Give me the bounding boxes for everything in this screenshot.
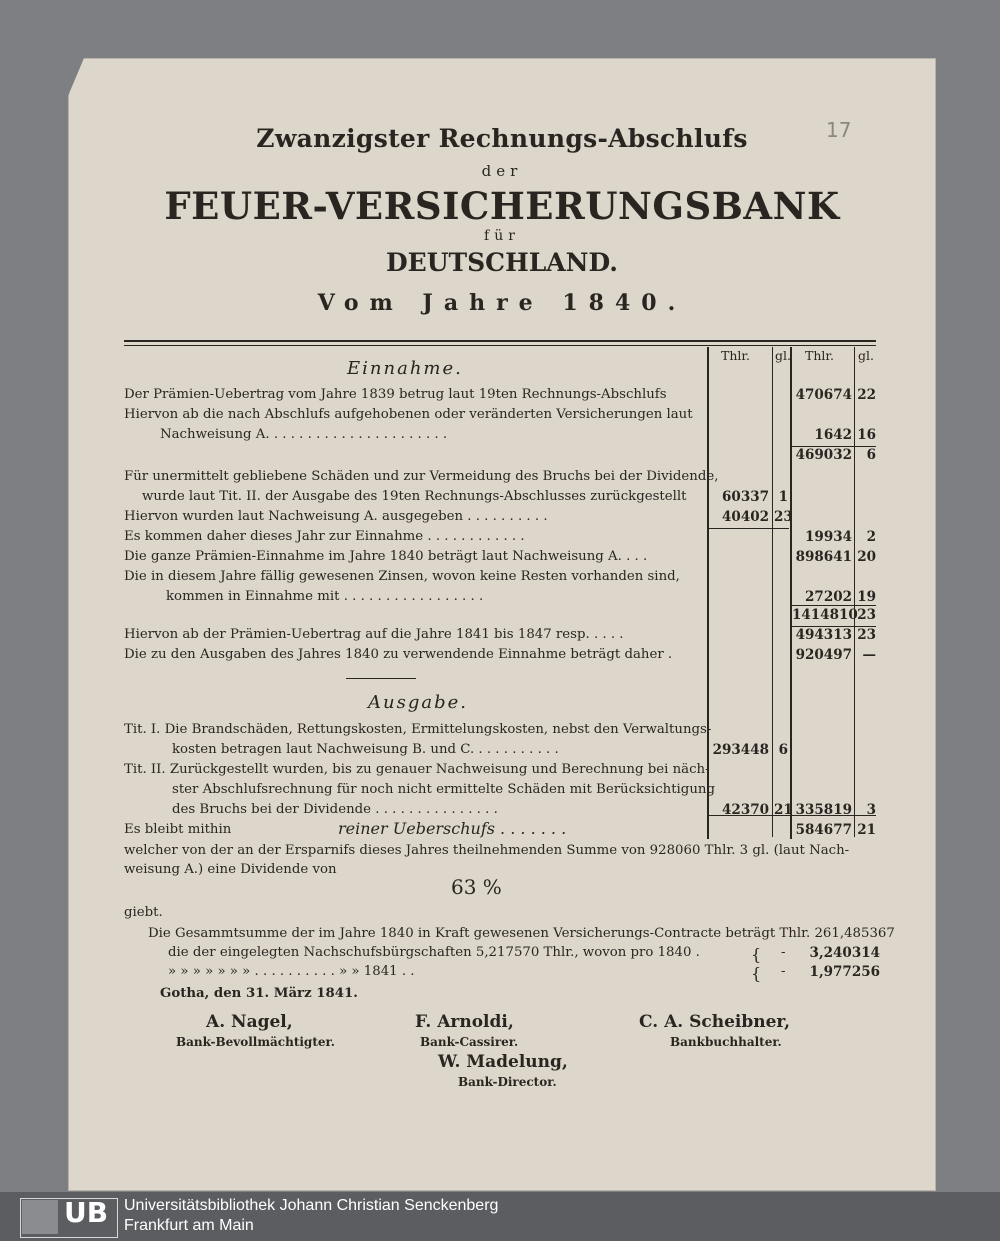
summary-value-1840: 3,240314 <box>809 945 880 961</box>
row-amount-c3: 1642 <box>814 427 852 443</box>
row-amount-c1: 40402 <box>722 509 769 525</box>
row-amount-c3: 920497 <box>795 647 852 663</box>
row-amount-c4: 23 <box>857 607 876 623</box>
row-text: Hiervon wurden laut Nachweisung A. ausgegeben . . . . . . . . . . <box>124 509 548 524</box>
ub-logo-text: UB <box>64 1196 109 1229</box>
row-amount-c3: 898641 <box>795 549 852 565</box>
row-text: ster Abschlufsrechnung für noch nicht ermittelte Schäden mit Berücksichtigung <box>172 782 715 797</box>
subtotal-line <box>709 528 789 529</box>
section-divider <box>346 678 416 679</box>
column-divider <box>772 347 773 837</box>
row-amount-c4: 23 <box>857 627 876 643</box>
row-amount-c2: 21 <box>774 802 793 818</box>
title-fuer: für <box>484 228 520 244</box>
row-text: Die ganze Prämien-Einnahme im Jahre 1840 beträgt laut Nachweisung A. . . . <box>124 549 648 564</box>
pencil-mark: 17 <box>826 118 852 142</box>
row-amount-c4: 20 <box>857 549 876 565</box>
ueberschuss-thlr: 584677 <box>795 822 852 838</box>
signature-arnoldi: F. Arnoldi, <box>415 1012 514 1032</box>
subtotal-line <box>792 626 876 627</box>
signature-nagel: A. Nagel, <box>206 1012 293 1032</box>
summary-line-1: Die Gesammtsumme der im Jahre 1840 in Kraft gewesenen Versicherungs-Contracte beträgt Thlr. 261,485367 <box>148 926 895 941</box>
subtotal-line <box>792 605 876 606</box>
summary-line-2: die der eingelegten Nachschufsbürgschaften 5,217570 Thlr., wovon pro 1840 . <box>168 945 700 960</box>
row-text: Die in diesem Jahre fällig gewesenen Zinsen, wovon keine Resten vorhanden sind, <box>124 569 680 584</box>
footer-library-name: Universitätsbibliothek Johann Christian Senckenberg <box>124 1197 499 1214</box>
row-text: wurde laut Tit. II. der Ausgabe des 19ten Rechnungs-Abschlusses zurückgestellt <box>142 489 687 504</box>
row-amount-c2: 23 <box>774 509 793 525</box>
dividend-percent: 63 % <box>451 875 502 899</box>
dividend-line-2: weisung A.) eine Dividende von <box>124 862 337 877</box>
row-amount-c1: 293448 <box>712 742 769 758</box>
row-text: Hiervon ab die nach Abschlufs aufgehobenen oder veränderten Versicherungen laut <box>124 407 693 422</box>
row-amount-c2: 6 <box>778 742 788 758</box>
portrait-icon <box>22 1200 58 1234</box>
row-amount-c4: 3 <box>866 802 876 818</box>
total-line <box>709 815 876 816</box>
signature-title-arnoldi: Bank-Cassirer. <box>420 1035 519 1049</box>
row-text: kosten betragen laut Nachweisung B. und C. . . . . . . . . . . <box>172 742 559 757</box>
row-amount-c1: 60337 <box>722 489 769 505</box>
row-amount-c4: 2 <box>866 529 876 545</box>
row-amount-c2: 1 <box>778 489 788 505</box>
row-amount-c4: 6 <box>866 447 876 463</box>
row-amount-c3: 469032 <box>795 447 852 463</box>
column-divider <box>854 347 855 837</box>
col-header-thlr: Thlr. <box>805 348 834 363</box>
title-line-1: Zwanzigster Rechnungs-Abschlufs <box>256 124 748 153</box>
title-year: Vom Jahre 1840. <box>317 290 687 316</box>
row-text: Hiervon ab der Prämien-Uebertrag auf die Jahre 1841 bis 1847 resp. . . . . <box>124 627 624 642</box>
row-amount-c3: 494313 <box>795 627 852 643</box>
title-country: DEUTSCHLAND. <box>385 248 619 277</box>
summary-dash: - <box>781 945 786 960</box>
section-ausgabe: Ausgabe. <box>368 692 468 713</box>
row-text: Für unermittelt gebliebene Schäden und zur Vermeidung des Bruchs bei der Dividende, <box>124 469 719 484</box>
row-amount-c1: 42370 <box>722 802 769 818</box>
row-amount-c3: 470674 <box>795 387 852 403</box>
subtotal-line <box>792 446 876 447</box>
summary-value-1841: 1,977256 <box>809 964 880 980</box>
library-footer <box>0 1192 1000 1241</box>
ueberschuss-gl: 21 <box>857 822 876 838</box>
brace-icon: { <box>751 945 762 964</box>
row-text: Die zu den Ausgaben des Jahres 1840 zu verwendende Einnahme beträgt daher . <box>124 647 673 662</box>
col-header-thlr: Thlr. <box>721 348 750 363</box>
title-main: FEUER-VERSICHERUNGSBANK <box>164 184 840 228</box>
bleibt-label: Es bleibt mithin <box>124 822 232 837</box>
summary-dash: - <box>781 964 786 979</box>
document-page <box>68 58 936 1191</box>
col-header-gl: gl. <box>858 348 874 363</box>
ueberschuss-label: reiner Ueberschufs . . . . . . . <box>338 819 567 838</box>
summary-line-3: » » » » » » » . . . . . . . . . . » » 1841 . . <box>168 964 415 979</box>
row-amount-c3: 335819 <box>795 802 852 818</box>
row-text: Nachweisung A. . . . . . . . . . . . . . . . . . . . . . <box>160 427 448 442</box>
row-text: Es kommen daher dieses Jahr zur Einnahme . . . . . . . . . . . . <box>124 529 525 544</box>
row-text: kommen in Einnahme mit . . . . . . . . . . . . . . . . . <box>166 589 484 604</box>
section-einnahme: Einnahme. <box>347 358 463 379</box>
signature-scheibner: C. A. Scheibner, <box>639 1012 791 1032</box>
row-text: des Bruchs bei der Dividende . . . . . . . . . . . . . . . <box>172 802 498 817</box>
header-rule-thick <box>124 340 876 342</box>
row-amount-c3: 27202 <box>805 589 852 605</box>
brace-icon: { <box>751 964 762 983</box>
dividend-line-1: welcher von der an der Ersparnifs dieses Jahres theilnehmenden Summe von 928060 Thlr. 3 gl. (laut Nach- <box>124 843 850 858</box>
signature-title-nagel: Bank-Bevollmächtigter. <box>176 1035 335 1049</box>
row-amount-c4: 19 <box>857 589 876 605</box>
footer-city: Frankfurt am Main <box>124 1217 254 1234</box>
row-text: Tit. I. Die Brandschäden, Rettungskosten, Ermittelungskosten, nebst den Verwaltungs- <box>124 722 712 737</box>
row-amount-c4: — <box>862 647 876 663</box>
row-amount-c4: 16 <box>857 427 876 443</box>
row-amount-c3: 1414810 <box>792 607 858 623</box>
row-amount-c3: 19934 <box>805 529 852 545</box>
date-line: Gotha, den 31. März 1841. <box>160 986 358 1001</box>
signature-madelung: W. Madelung, <box>438 1052 568 1072</box>
signature-title-scheibner: Bankbuchhalter. <box>670 1035 782 1049</box>
title-der: der <box>481 162 523 180</box>
giebt-label: giebt. <box>124 905 163 920</box>
row-text: Der Prämien-Uebertrag vom Jahre 1839 betrug laut 19ten Rechnungs-Abschlufs <box>124 387 667 402</box>
col-header-gl: gl. <box>775 348 791 363</box>
signature-title-madelung: Bank-Director. <box>458 1075 557 1089</box>
row-text: Tit. II. Zurückgestellt wurden, bis zu genauer Nachweisung und Berechnung bei näch- <box>124 762 710 777</box>
row-amount-c4: 22 <box>857 387 876 403</box>
header-rule-thin <box>124 345 876 346</box>
